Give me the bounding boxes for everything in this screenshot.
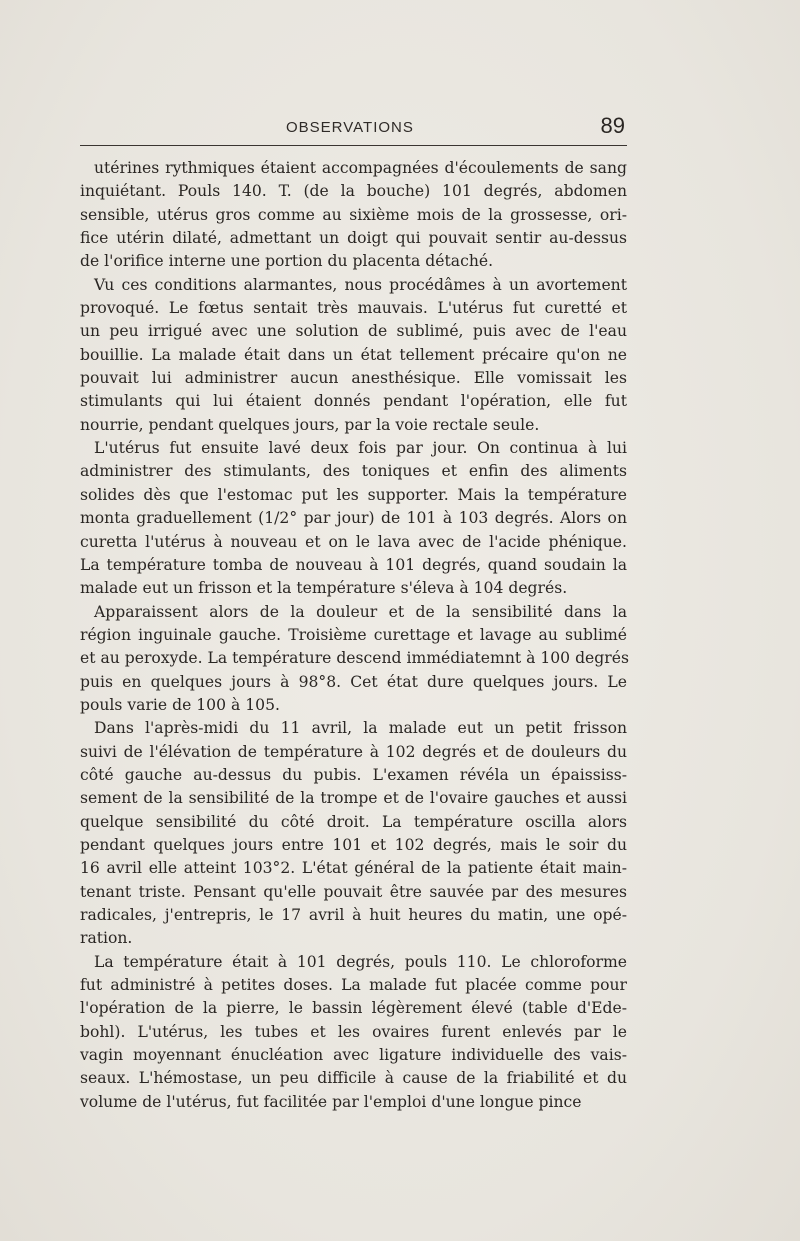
text-line: inquiétant. Pouls 140. T. (de la bouche) 101 degrés, abdomen xyxy=(80,182,627,201)
text-line: ration. xyxy=(80,929,133,948)
paragraph xyxy=(80,274,627,437)
running-head: OBSERVATIONS xyxy=(286,119,414,136)
text-line: volume de l'utérus, fut facilitée par l'emploi d'une longue pince xyxy=(80,1092,582,1111)
text-line: nourrie, pendant quelques jours, par la voie rectale seule. xyxy=(80,415,540,434)
text-line: fice utérin dilaté, admettant un doigt qui pouvait sentir au-dessus xyxy=(80,229,627,248)
text-line: 16 avril elle atteint 103°2. L'état général de la patiente était main- xyxy=(80,859,627,878)
paragraph xyxy=(80,157,627,274)
text-line: curetta l'utérus à nouveau et on le lava avec de l'acide phénique. xyxy=(80,532,627,551)
paragraph xyxy=(80,717,627,950)
text-line: administrer des stimulants, des toniques et enfin des aliments xyxy=(80,462,627,481)
paragraph xyxy=(80,601,627,718)
text-line: radicales, j'entrepris, le 17 avril à huit heures du matin, une opé- xyxy=(80,906,627,924)
text-line: pouvait lui administrer aucun anesthésique. Elle vomissait les xyxy=(80,369,627,388)
text-line: un peu irrigué avec une solution de sublimé, puis avec de l'eau xyxy=(80,322,627,341)
text-line: quelque sensibilité du côté droit. La température oscilla alors xyxy=(80,812,627,831)
text-line: fut administré à petites doses. La malade fut placée comme pour xyxy=(80,976,627,995)
text-line: vagin moyennant énucléation avec ligature individuelle des vais- xyxy=(80,1046,627,1065)
paragraph xyxy=(80,951,627,1114)
body-text xyxy=(80,157,627,1114)
text-line: seaux. L'hémostase, un peu difficile à cause de la friabilité et du xyxy=(80,1069,627,1088)
page-number: 89 xyxy=(600,113,625,138)
text-line: bouillie. La malade était dans un état tellement précaire qu'on ne xyxy=(80,345,627,364)
text-line: bohl). L'utérus, les tubes et les ovaires furent enlevés par le xyxy=(80,1022,627,1041)
text-line: Vu ces conditions alarmantes, nous procédâmes à un avortement xyxy=(94,275,627,294)
text-line: tenant triste. Pensant qu'elle pouvait être sauvée par des mesures xyxy=(80,882,627,901)
text-line: sensible, utérus gros comme au sixième mois de la grossesse, ori- xyxy=(80,205,627,224)
text-line: La température était à 101 degrés, pouls 110. Le chloroforme xyxy=(94,952,627,971)
text-line: stimulants qui lui étaient donnés pendant l'opération, elle fut xyxy=(80,392,627,411)
text-line: provoqué. Le fœtus sentait très mauvais. L'utérus fut curetté et xyxy=(80,299,627,318)
text-line: pendant quelques jours entre 101 et 102 degrés, mais le soir du xyxy=(80,835,627,854)
text-line: L'utérus fut ensuite lavé deux fois par jour. On continua à lui xyxy=(94,439,627,458)
text-line: suivi de l'élévation de température à 102 degrés et de douleurs du xyxy=(80,742,627,761)
text-line: malade eut un frisson et la température s'éleva à 104 degrés. xyxy=(80,579,568,598)
text-line: l'opération de la pierre, le bassin légèrement élevé (table d'Ede- xyxy=(80,999,627,1018)
text-line: Dans l'après-midi du 11 avril, la malade eut un petit frisson xyxy=(94,719,627,738)
text-line: de l'orifice interne une portion du placenta détaché. xyxy=(80,252,494,271)
text-line: côté gauche au-dessus du pubis. L'examen révéla un épaississ- xyxy=(80,765,627,784)
text-line: solides dès que l'estomac put les supporter. Mais la température xyxy=(80,485,627,504)
text-line: Apparaissent alors de la douleur et de la sensibilité dans la xyxy=(94,602,627,621)
text-line: utérines rythmiques étaient accompagnées d'écoulements de sang xyxy=(94,159,627,177)
text-line: monta graduellement (1/2° par jour) de 101 à 103 degrés. Alors on xyxy=(80,509,627,528)
page-header xyxy=(80,113,627,146)
paragraph xyxy=(80,437,627,600)
text-line: région inguinale gauche. Troisième curettage et lavage au sublimé xyxy=(80,625,627,644)
text-line: puis en quelques jours à 98°8. Cet état dure quelques jours. Le xyxy=(80,672,627,691)
text-line: sement de la sensibilité de la trompe et de l'ovaire gauches et aussi xyxy=(80,789,627,808)
text-line: et au peroxyde. La température descend immédiatemnt à 100 degrés xyxy=(80,649,629,668)
text-line: La température tomba de nouveau à 101 degrés, quand soudain la xyxy=(80,555,627,574)
text-line: pouls varie de 100 à 105. xyxy=(80,695,280,714)
